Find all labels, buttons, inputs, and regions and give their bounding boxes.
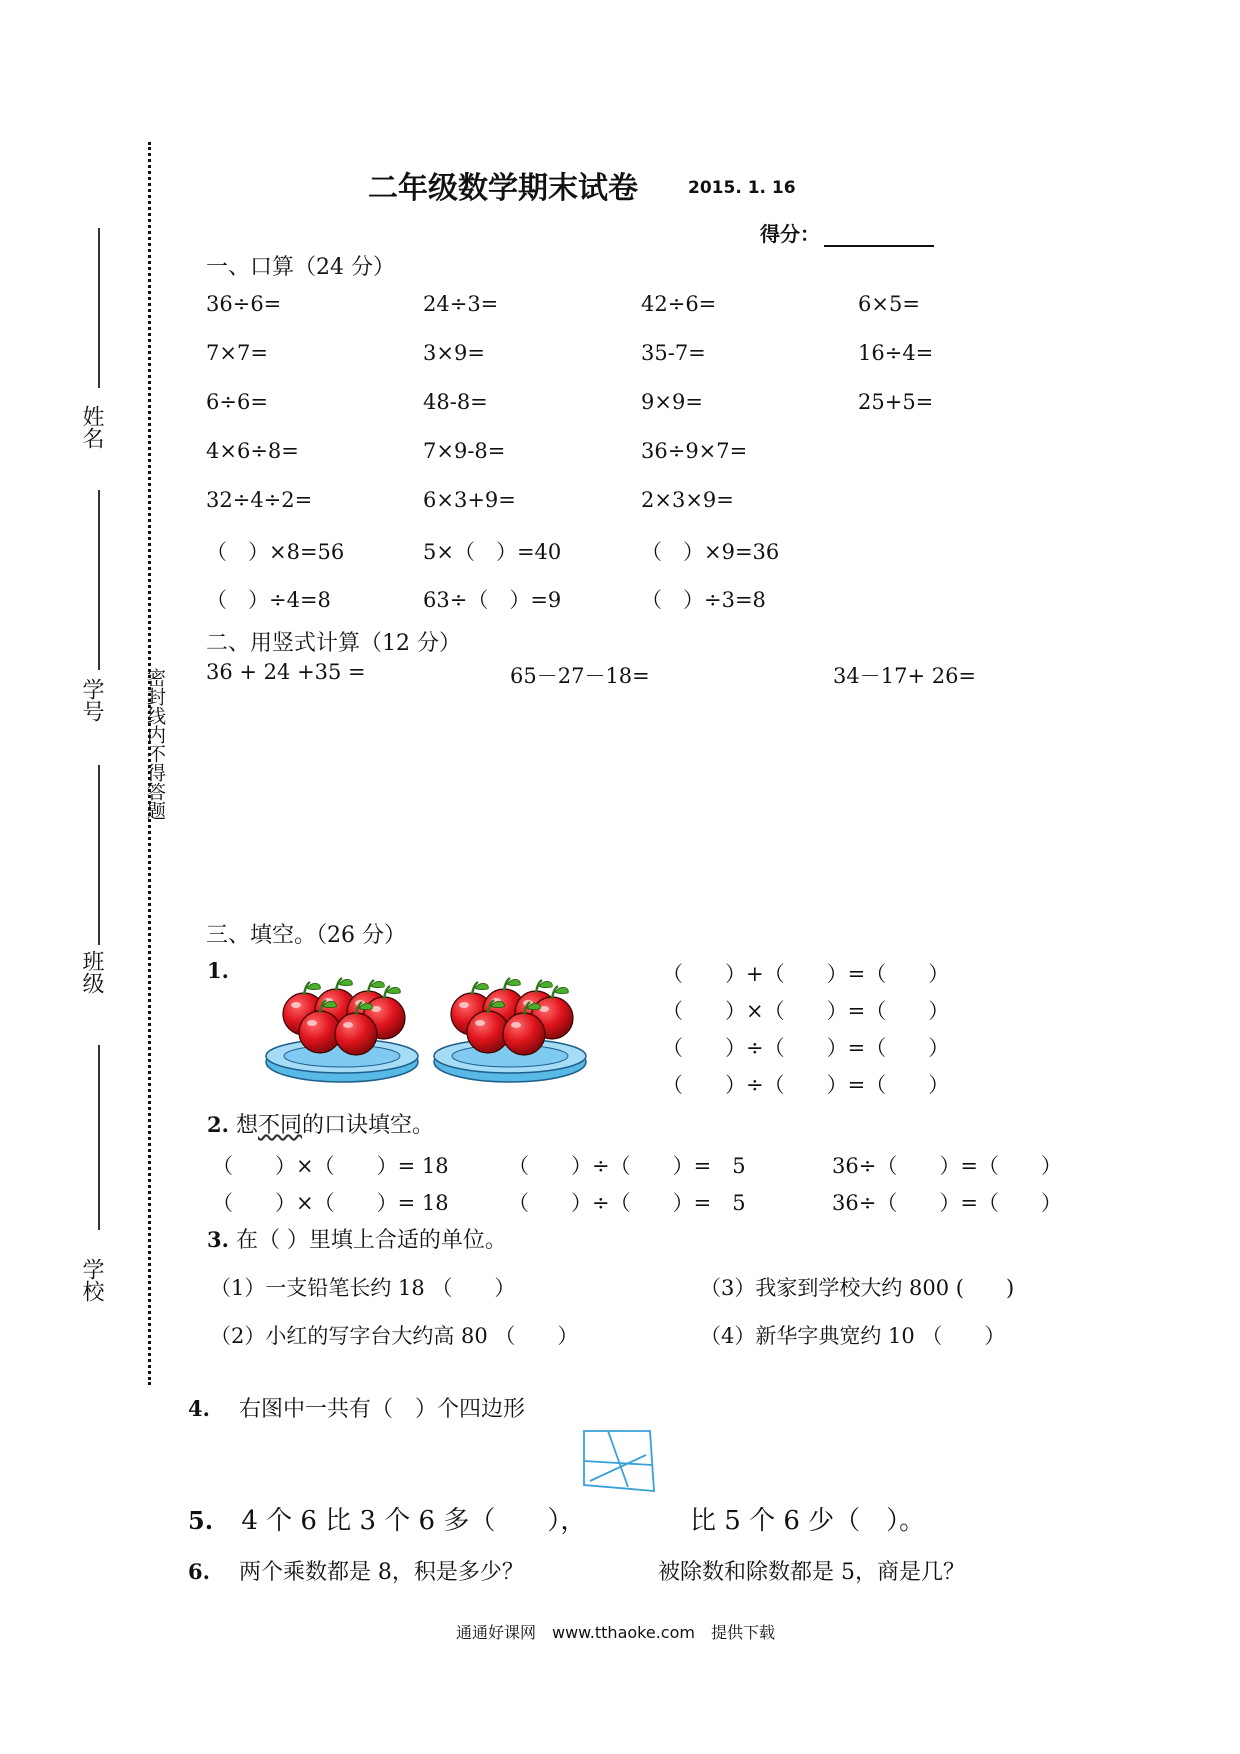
plate-left xyxy=(266,978,418,1082)
oral-calc-item: （ ）÷4=8 xyxy=(206,588,331,612)
oral-calc-item: 6÷6= xyxy=(206,390,268,414)
oral-calc-item: 16÷4= xyxy=(858,341,934,365)
school-line xyxy=(98,1045,100,1230)
name-line xyxy=(98,228,100,388)
q2-text-pre: 想 xyxy=(235,1113,258,1138)
oral-calc-item: 32÷4÷2= xyxy=(206,488,313,512)
q4-number: 4. xyxy=(188,1396,210,1421)
oral-calc-item: 6×3+9= xyxy=(423,488,516,512)
q3-text: 在（ ）里填上合适的单位。 xyxy=(235,1228,507,1253)
school-label: 学校 xyxy=(79,1258,104,1302)
q2-text-emph: 不同 xyxy=(257,1113,302,1138)
plate-right xyxy=(434,978,586,1082)
oral-calc-item: 3×9= xyxy=(423,341,485,365)
section1-heading: 一、口算（24 分） xyxy=(206,255,395,280)
oral-calc-item: 6×5= xyxy=(858,292,920,316)
q5-prompt xyxy=(188,1500,586,1537)
q1-equation: （ ）÷（ ）=（ ） xyxy=(662,1036,950,1060)
oral-calc-item: 7×7= xyxy=(206,341,268,365)
id-label: 学号 xyxy=(79,678,104,722)
q2-item: （ ）÷（ ）= 5 xyxy=(508,1154,746,1178)
q3-item: （4）新华字典宽约 10 （ ） xyxy=(700,1324,1006,1348)
oral-calc-item: 42÷6= xyxy=(641,292,717,316)
q5-right: 比 5 个 6 少（ ）。 xyxy=(690,1506,926,1536)
oral-calc-item: （ ）×8=56 xyxy=(206,540,345,564)
exam-date: 2015. 1. 16 xyxy=(688,178,796,198)
name-label: 姓名 xyxy=(79,405,104,449)
section2-heading: 二、用竖式计算（12 分） xyxy=(206,631,461,656)
vertical-calc-item: 34－17+ 26= xyxy=(833,664,977,688)
oral-calc-item: 9×9= xyxy=(641,390,703,414)
oral-calc-item: 7×9-8= xyxy=(423,439,506,463)
q2-item: （ ）×（ ）= 18 xyxy=(212,1154,449,1178)
class-line xyxy=(98,765,100,945)
q3-prompt xyxy=(207,1223,507,1254)
seal-text: 密封线内不得答题 xyxy=(144,668,166,820)
q2-text-post: 的口诀填空。 xyxy=(301,1113,434,1138)
q4-prompt xyxy=(188,1392,525,1423)
seal-dotted-line xyxy=(148,142,151,1385)
oral-calc-item: 36÷9×7= xyxy=(641,439,748,463)
q3-item: （2）小红的写字台大约高 80 （ ） xyxy=(210,1324,579,1348)
q2-prompt xyxy=(207,1108,434,1139)
q2-item: （ ）×（ ）= 18 xyxy=(212,1191,449,1215)
oral-calc-item: 25+5= xyxy=(858,390,934,414)
score-field[interactable] xyxy=(760,218,934,247)
oral-calc-item: 5×（ ）=40 xyxy=(423,540,562,564)
q5-left: 4 个 6 比 3 个 6 多（ ）， xyxy=(241,1506,587,1536)
q6-left: 两个乘数都是 8，积是多少？ xyxy=(238,1560,524,1585)
oral-calc-item: 2×3×9= xyxy=(641,488,734,512)
q2-number: 2. xyxy=(207,1112,229,1137)
q2-item: 36÷（ ）=（ ） xyxy=(832,1154,1062,1178)
q3-item: （3）我家到学校大约 800 ( ) xyxy=(700,1276,1015,1300)
quadrilateral-figure xyxy=(580,1425,660,1497)
q4-text: 右图中一共有（ ）个四边形 xyxy=(238,1397,525,1422)
section3-heading: 三、填空。（26 分） xyxy=(206,923,406,948)
oral-calc-item: 4×6÷8= xyxy=(206,439,299,463)
oral-calc-item: （ ）÷3=8 xyxy=(641,588,766,612)
oral-calc-item: 48-8= xyxy=(423,390,488,414)
vertical-calc-item: 65－27－18= xyxy=(510,664,650,688)
oral-calc-item: （ ）×9=36 xyxy=(641,540,780,564)
class-label: 班级 xyxy=(79,950,104,994)
oral-calc-item: 24÷3= xyxy=(423,292,499,316)
q6-number: 6. xyxy=(188,1559,210,1584)
apple-plates-image xyxy=(262,960,602,1085)
q3-item: （1）一支铅笔长约 18 （ ） xyxy=(210,1276,516,1300)
q5-number: 5. xyxy=(188,1506,214,1535)
footer-text: 通通好课网 www.tthaoke.com 提供下载 xyxy=(456,1623,775,1642)
q6-prompt xyxy=(188,1555,524,1586)
q2-item: （ ）÷（ ）= 5 xyxy=(508,1191,746,1215)
id-line xyxy=(98,490,100,670)
oral-calc-item: 63÷（ ）=9 xyxy=(423,588,562,612)
q1-equation: （ ）×（ ）=（ ） xyxy=(662,999,950,1023)
oral-calc-item: 36÷6= xyxy=(206,292,282,316)
q6-right: 被除数和除数都是 5，商是几？ xyxy=(658,1560,965,1585)
score-label: 得分： xyxy=(760,222,820,246)
q3-number: 3. xyxy=(207,1227,229,1252)
score-blank[interactable] xyxy=(824,223,934,247)
page-title: 二年级数学期末试卷 xyxy=(368,171,638,206)
q1-equation: （ ）+（ ）=（ ） xyxy=(662,962,950,986)
q1-number: 1. xyxy=(207,958,229,983)
q1-equation: （ ）÷（ ）=（ ） xyxy=(662,1073,950,1097)
q2-item: 36÷（ ）=（ ） xyxy=(832,1191,1062,1215)
oral-calc-item: 35-7= xyxy=(641,341,706,365)
vertical-calc-item: 36 + 24 +35 = xyxy=(206,660,366,684)
